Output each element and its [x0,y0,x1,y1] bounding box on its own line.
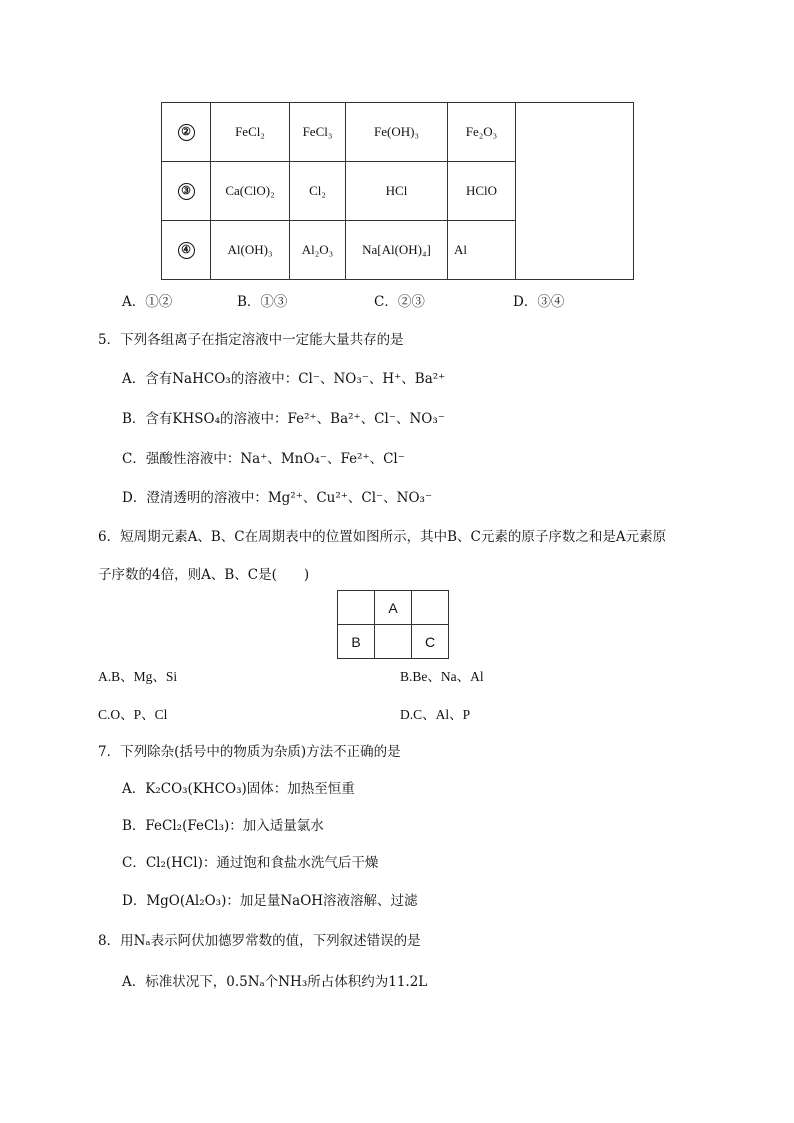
row-number: ③ [162,162,211,221]
table-cell: HClO [448,162,516,221]
grid-cell-c: C [412,625,449,659]
q7-option-c: C．Cl₂(HCl)：通过饱和食盐水洗气后干燥 [122,855,379,871]
q7-option-b: B．FeCl₂(FeCl₃)：加入适量氯水 [122,818,324,834]
q5-option-a: A．含有NaHCO₃的溶液中：Cl⁻、NO₃⁻、H⁺、Ba²⁺ [122,371,446,387]
grid-cell-b: B [338,625,375,659]
row-number: ④ [162,221,211,280]
grid-cell [412,591,449,625]
table-row [162,103,634,162]
table-cell: Fe(OH)₃ [346,103,448,162]
q8-stem: 8．用Nₐ表示阿伏加德罗常数的值，下列叙述错误的是 [98,933,421,949]
empty-cell [516,103,634,280]
q7-stem: 7．下列除杂(括号中的物质为杂质)方法不正确的是 [98,744,401,760]
q4-option-b: B．①③ [237,294,288,310]
table-cell: Al [448,221,516,280]
table-cell: FeCl₃ [290,103,346,162]
q6-option-b: B.Be、Na、Al [400,669,484,684]
row-number: ② [162,103,211,162]
q4-option-a: A．①② [122,294,173,310]
reaction-table [161,102,634,280]
table-cell: Cl₂ [290,162,346,221]
table-cell: FeCl₂ [211,103,290,162]
q7-option-d: D．MgO(Al₂O₃)：加足量NaOH溶液溶解、过滤 [122,893,418,909]
q6-option-c: C.O、P、Cl [98,707,168,722]
table-cell: Al(OH)₃ [211,221,290,280]
grid-cell [338,591,375,625]
q8-option-a: A．标准状况下，0.5Nₐ个NH₃所占体积约为11.2L [122,974,428,990]
q5-option-c: C．强酸性溶液中：Na⁺、MnO₄⁻、Fe²⁺、Cl⁻ [122,451,405,467]
q4-option-d: D．③④ [513,294,565,310]
q6-stem-line1: 6．短周期元素A、B、C在周期表中的位置如图所示，其中B、C元素的原子序数之和是A元素原 [98,529,667,545]
grid-cell-a: A [375,591,412,625]
table-cell: Fe₂O₃ [448,103,516,162]
table-cell: Na[Al(OH)₄] [346,221,448,280]
table-cell: Al₂O₃ [290,221,346,280]
table-cell: HCl [346,162,448,221]
q6-option-d: D.C、Al、P [400,707,471,722]
q7-option-a: A．K₂CO₃(KHCO₃)固体：加热至恒重 [122,781,355,797]
q5-stem: 5．下列各组离子在指定溶液中一定能大量共存的是 [98,332,404,348]
grid-cell [375,625,412,659]
q5-option-b: B．含有KHSO₄的溶液中：Fe²⁺、Ba²⁺、Cl⁻、NO₃⁻ [122,411,445,427]
table-cell: Ca(ClO)₂ [211,162,290,221]
q6-option-a: A.B、Mg、Si [98,669,178,684]
q5-option-d: D．澄清透明的溶液中：Mg²⁺、Cu²⁺、Cl⁻、NO₃⁻ [122,490,433,506]
q6-stem-line2: 子序数的4倍，则A、B、C是( ) [98,567,310,583]
q4-option-c: C．②③ [374,294,425,310]
periodic-grid [337,590,449,659]
